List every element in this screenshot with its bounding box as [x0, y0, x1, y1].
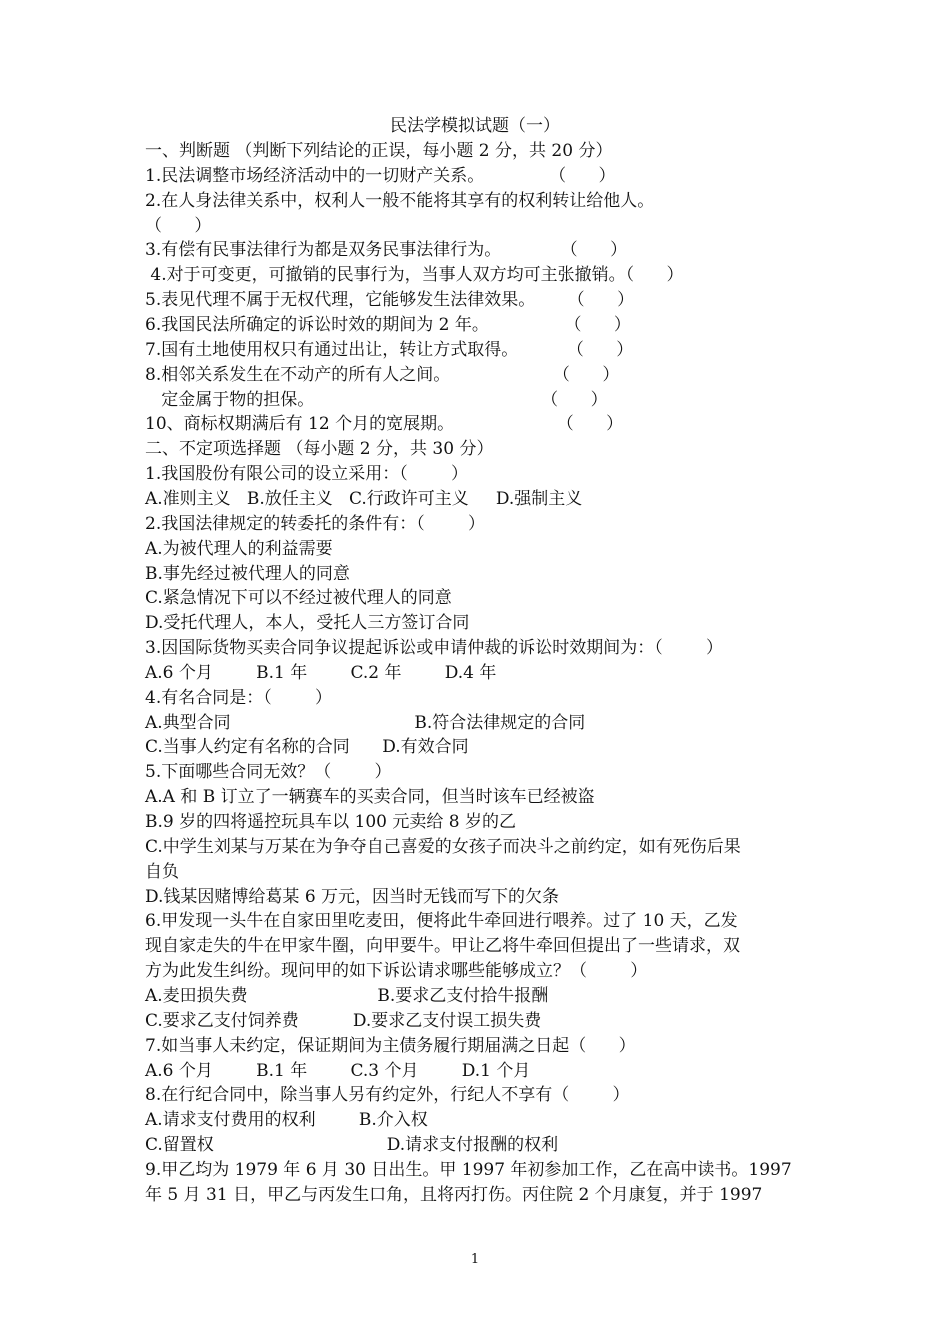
text-line: 二、不定项选择题 （每小题 2 分，共 30 分） [145, 439, 494, 460]
text-line: 年 5 月 31 日，甲乙与丙发生口角，且将丙打伤。丙住院 2 个月康复，并于 1997 [145, 1184, 763, 1205]
text-line: 1.民法调整市场经济活动中的一切财产关系。 （ ） [145, 165, 616, 186]
text-line: 3.因国际货物买卖合同争议提起诉讼或申请仲裁的诉讼时效期间为：（ ） [145, 638, 723, 658]
page-title: 民法学模拟试题（一） [390, 116, 560, 136]
text-line: A.6 个月 B.1 年 C.2 年 D.4 年 [145, 662, 497, 683]
text-line: 方为此发生纠纷。现问甲的如下诉讼请求哪些能够成立？（ ） [145, 961, 648, 982]
text-line: 定金属于物的担保。 （ ） [145, 389, 608, 410]
text-line: C.中学生刘某与万某在为争夺自己喜爱的女孩子而决斗之前约定，如有死伤后果 [145, 836, 741, 857]
text-line: C.当事人约定有名称的合同 D.有效合同 [145, 737, 469, 758]
page-number: 1 [470, 1252, 480, 1267]
text-line: 2.我国法律规定的转委托的条件有：（ ） [145, 513, 485, 534]
text-line: 3.有偿有民事法律行为都是双务民事法律行为。 （ ） [145, 240, 628, 261]
text-line: 5.下面哪些合同无效？（ ） [145, 762, 392, 783]
text-line: 自负 [145, 861, 179, 882]
text-line: 4.有名合同是：（ ） [145, 687, 332, 708]
text-line: （ ） [145, 215, 212, 236]
text-line: 2.在人身法律关系中，权利人一般不能将其享有的权利转让给他人。 [145, 190, 655, 211]
text-line: A.A 和 B 订立了一辆赛车的买卖合同，但当时该车已经被盗 [145, 787, 595, 808]
text-line: C.要求乙支付饲养费 D.要求乙支付误工损失费 [145, 1010, 542, 1031]
text-line: B.9 岁的四将遥控玩具车以 100 元卖给 8 岁的乙 [145, 812, 516, 832]
text-line: 7.国有土地使用权只有通过出让，转让方式取得。 （ ） [145, 339, 634, 360]
text-line: A.为被代理人的利益需要 [145, 538, 333, 559]
text-line: 8.相邻关系发生在不动产的所有人之间。 （ ） [145, 364, 620, 385]
text-line: 9.甲乙均为 1979 年 6 月 30 日出生。甲 1997 年初参加工作，乙在高中读书。1997 [145, 1159, 792, 1180]
text-line: C.紧急情况下可以不经过被代理人的同意 [145, 588, 452, 609]
text-line: A.典型合同 B.符合法律规定的合同 [145, 712, 586, 733]
text-line: A.准则主义 B.放任主义 C.行政许可主义 D.强制主义 [145, 488, 583, 509]
text-line: A.请求支付费用的权利 B.介入权 [145, 1110, 428, 1131]
text-line: C.留置权 D.请求支付报酬的权利 [145, 1135, 559, 1155]
text-line: 8.在行纪合同中，除当事人另有约定外，行纪人不享有（ ） [145, 1085, 630, 1106]
text-line: 5.表见代理不属于无权代理，它能够发生法律效果。 （ ） [145, 290, 635, 311]
text-line: A.麦田损失费 B.要求乙支付拾牛报酬 [145, 985, 549, 1006]
text-line: 4.对于可变更，可撤销的民事行为，当事人双方均可主张撤销。（ ） [145, 265, 684, 286]
text-line: 一、判断题 （判断下列结论的正误，每小题 2 分，共 20 分） [145, 141, 613, 161]
text-line: A.6 个月 B.1 年 C.3 个月 D.1 个月 [145, 1060, 531, 1081]
text-line: 6.甲发现一头牛在自家田里吃麦田，便将此牛牵回进行喂养。过了 10 天，乙发 [145, 911, 738, 932]
text-line: D.钱某因赌博给葛某 6 万元，因当时无钱而写下的欠条 [145, 886, 560, 907]
text-line: 1.我国股份有限公司的设立采用：（ ） [145, 464, 468, 485]
text-line: 10、商标权期满后有 12 个月的宽展期。 （ ） [145, 414, 624, 435]
text-line: B.事先经过被代理人的同意 [145, 563, 350, 584]
text-line: D.受托代理人，本人，受托人三方签订合同 [145, 613, 470, 634]
text-line: 7.如当事人未约定，保证期间为主债务履行期届满之日起（ ） [145, 1035, 636, 1056]
text-line: 6.我国民法所确定的诉讼时效的期间为 2 年。 （ ） [145, 315, 631, 335]
text-line: 现自家走失的牛在甲家牛圈，向甲要牛。甲让乙将牛牵回但提出了一些请求，双 [145, 936, 740, 957]
